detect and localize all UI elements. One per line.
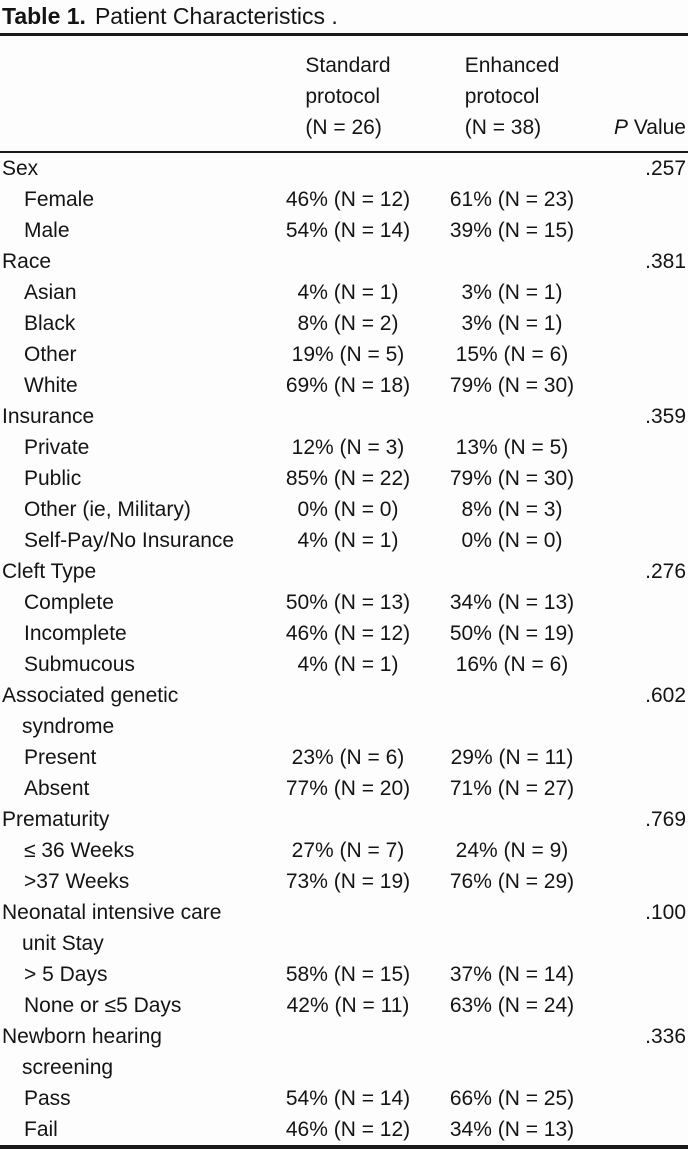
cell-standard: 23% (N = 6) (291, 746, 405, 769)
cell-pvalue (600, 463, 688, 494)
section-label-line: Insurance (2, 405, 95, 428)
cell-standard (272, 897, 424, 959)
cell-enhanced: 63% (N = 24) (449, 994, 575, 1017)
cell-standard: 12% (N = 3) (291, 436, 405, 459)
column-header-line: (N = 38) (464, 116, 542, 139)
cell-enhanced: 29% (N = 11) (450, 746, 574, 769)
section-label-line2: unit Stay (22, 932, 104, 955)
row-label: None or ≤5 Days (24, 994, 182, 1017)
section-label-line: Newborn hearing (2, 1025, 162, 1048)
column-header-line: protocol (464, 85, 540, 108)
table-caption: Patient Characteristics . (94, 3, 338, 29)
table-row (0, 339, 688, 370)
row-label: Self-Pay/No Insurance (24, 529, 235, 552)
section-label (0, 680, 272, 742)
cell-standard: 77% (N = 20) (285, 777, 411, 800)
table-row (0, 959, 688, 990)
pvalue-italic-p: P (613, 116, 628, 139)
row-label: Complete (24, 591, 114, 614)
table-row (0, 897, 688, 959)
table-row (0, 556, 688, 587)
column-header-line: (N = 26) (305, 116, 382, 139)
table-row (0, 308, 688, 339)
cell-enhanced (424, 1021, 600, 1083)
section-label (0, 1021, 272, 1083)
table-header (0, 36, 688, 151)
cell-pvalue (600, 990, 688, 1021)
cell-enhanced: 3% (N = 1) (461, 312, 563, 335)
table-body (0, 153, 688, 1145)
cell-enhanced (424, 556, 600, 587)
cell-enhanced: 3% (N = 1) (461, 281, 563, 304)
cell-standard: 46% (N = 12) (285, 622, 411, 645)
cell-standard: 54% (N = 14) (285, 219, 411, 242)
cell-standard: 42% (N = 11) (286, 994, 410, 1017)
section-label-line: Neonatal intensive care (2, 901, 222, 924)
cell-standard: 4% (N = 1) (297, 281, 399, 304)
row-label: > 5 Days (24, 963, 108, 986)
column-header-standard-block (305, 50, 390, 143)
cell-enhanced (424, 153, 600, 184)
cell-standard: 19% (N = 5) (291, 343, 405, 366)
cell-enhanced: 24% (N = 9) (455, 839, 569, 862)
cell-pvalue: .100 (645, 901, 686, 924)
row-label: Incomplete (24, 622, 127, 645)
table-row (0, 1021, 688, 1083)
cell-pvalue (600, 184, 688, 215)
table-row (0, 866, 688, 897)
cell-enhanced: 0% (N = 0) (461, 529, 563, 552)
cell-standard: 73% (N = 19) (285, 870, 411, 893)
table-row (0, 432, 688, 463)
section-label (0, 401, 272, 432)
section-label-line2: screening (22, 1056, 114, 1079)
table-row (0, 184, 688, 215)
bottom-rule (0, 1145, 688, 1149)
cell-enhanced: 34% (N = 13) (449, 591, 575, 614)
cell-pvalue: .602 (645, 684, 686, 707)
cell-pvalue (600, 959, 688, 990)
cell-standard (272, 153, 424, 184)
row-label: Male (24, 219, 70, 242)
section-label (0, 153, 272, 184)
cell-enhanced: 79% (N = 30) (449, 374, 575, 397)
cell-pvalue (600, 277, 688, 308)
cell-standard: 58% (N = 15) (285, 963, 411, 986)
row-label: Female (24, 188, 95, 211)
section-label-line: Race (2, 250, 52, 273)
cell-enhanced: 34% (N = 13) (449, 1118, 575, 1141)
column-header-pvalue (600, 112, 688, 143)
cell-pvalue (600, 649, 688, 680)
row-label: White (24, 374, 78, 397)
row-label: Black (24, 312, 76, 335)
section-label-line: Prematurity (2, 808, 110, 831)
cell-pvalue: .769 (645, 808, 686, 831)
row-label: Submucous (24, 653, 135, 676)
column-header-enhanced-block (465, 50, 560, 143)
row-label: Fail (24, 1118, 58, 1141)
cell-standard (272, 1021, 424, 1083)
table-row (0, 990, 688, 1021)
cell-pvalue: .276 (645, 560, 686, 583)
table-row (0, 215, 688, 246)
cell-enhanced (424, 680, 600, 742)
column-header-line: Enhanced (464, 54, 560, 77)
cell-pvalue: .257 (645, 157, 686, 180)
cell-pvalue (600, 618, 688, 649)
table-row (0, 618, 688, 649)
cell-enhanced: 76% (N = 29) (449, 870, 575, 893)
table-row (0, 277, 688, 308)
cell-enhanced (424, 897, 600, 959)
cell-pvalue (600, 339, 688, 370)
cell-pvalue (600, 494, 688, 525)
cell-pvalue (600, 587, 688, 618)
cell-enhanced: 15% (N = 6) (455, 343, 569, 366)
cell-pvalue (600, 773, 688, 804)
column-header-line: protocol (305, 85, 381, 108)
column-header-standard (272, 50, 424, 143)
cell-enhanced (424, 401, 600, 432)
table-row (0, 804, 688, 835)
cell-enhanced (424, 804, 600, 835)
cell-standard: 46% (N = 12) (285, 188, 411, 211)
page-title (0, 0, 688, 33)
cell-enhanced: 39% (N = 15) (449, 219, 575, 242)
section-label (0, 897, 272, 959)
table-row (0, 587, 688, 618)
row-label: Private (24, 436, 90, 459)
cell-pvalue: .381 (645, 250, 686, 273)
cell-standard: 8% (N = 2) (297, 312, 399, 335)
cell-standard: 85% (N = 22) (285, 467, 411, 490)
table-row (0, 773, 688, 804)
cell-standard: 69% (N = 18) (285, 374, 411, 397)
cell-pvalue (600, 432, 688, 463)
cell-enhanced: 71% (N = 27) (449, 777, 575, 800)
cell-standard: 54% (N = 14) (285, 1087, 411, 1110)
table-row (0, 246, 688, 277)
row-label: Asian (24, 281, 77, 304)
table-row (0, 680, 688, 742)
cell-pvalue (600, 525, 688, 556)
cell-enhanced: 13% (N = 5) (455, 436, 569, 459)
cell-standard: 0% (N = 0) (297, 498, 399, 521)
table-row (0, 525, 688, 556)
cell-pvalue: .336 (645, 1025, 686, 1048)
cell-enhanced (424, 246, 600, 277)
section-label (0, 556, 272, 587)
table-row (0, 401, 688, 432)
cell-enhanced: 61% (N = 23) (449, 188, 575, 211)
cell-pvalue (600, 1083, 688, 1114)
cell-pvalue (600, 866, 688, 897)
row-label: >37 Weeks (24, 870, 130, 893)
table-row (0, 463, 688, 494)
cell-pvalue (600, 835, 688, 866)
cell-standard: 27% (N = 7) (291, 839, 405, 862)
cell-pvalue (600, 1114, 688, 1145)
row-label: Other (ie, Military) (24, 498, 191, 521)
cell-standard: 46% (N = 12) (285, 1118, 411, 1141)
pvalue-label-rest: Value (628, 116, 686, 139)
cell-pvalue (600, 215, 688, 246)
section-label (0, 804, 272, 835)
section-label-line2: syndrome (22, 715, 115, 738)
cell-standard: 50% (N = 13) (285, 591, 411, 614)
cell-enhanced: 79% (N = 30) (449, 467, 575, 490)
cell-pvalue (600, 742, 688, 773)
cell-standard (272, 246, 424, 277)
cell-pvalue (600, 308, 688, 339)
row-label: Other (24, 343, 77, 366)
table-row (0, 494, 688, 525)
cell-standard (272, 680, 424, 742)
cell-standard (272, 401, 424, 432)
row-label: Absent (24, 777, 90, 800)
section-label-line: Cleft Type (2, 560, 97, 583)
row-label: Present (24, 746, 97, 769)
table-row (0, 649, 688, 680)
cell-enhanced: 66% (N = 25) (449, 1087, 575, 1110)
column-header-enhanced (424, 50, 600, 143)
cell-standard (272, 804, 424, 835)
cell-standard (272, 556, 424, 587)
section-label-line: Associated genetic (2, 684, 179, 707)
cell-enhanced: 8% (N = 3) (461, 498, 563, 521)
cell-enhanced: 37% (N = 14) (449, 963, 575, 986)
cell-pvalue: .359 (645, 405, 686, 428)
cell-standard: 4% (N = 1) (297, 653, 399, 676)
table-row (0, 370, 688, 401)
cell-enhanced: 50% (N = 19) (449, 622, 575, 645)
table-row (0, 1114, 688, 1145)
row-label: Pass (24, 1087, 71, 1110)
table-row (0, 835, 688, 866)
table-row (0, 1083, 688, 1114)
column-header-line: Standard (305, 54, 391, 77)
cell-pvalue (600, 370, 688, 401)
table-row (0, 153, 688, 184)
table-number-label: Table 1. (2, 3, 86, 29)
row-label: ≤ 36 Weeks (24, 839, 135, 862)
section-label (0, 246, 272, 277)
section-label-line: Sex (2, 157, 39, 180)
cell-enhanced: 16% (N = 6) (455, 653, 569, 676)
table-row (0, 742, 688, 773)
cell-standard: 4% (N = 1) (297, 529, 399, 552)
row-label: Public (24, 467, 82, 490)
